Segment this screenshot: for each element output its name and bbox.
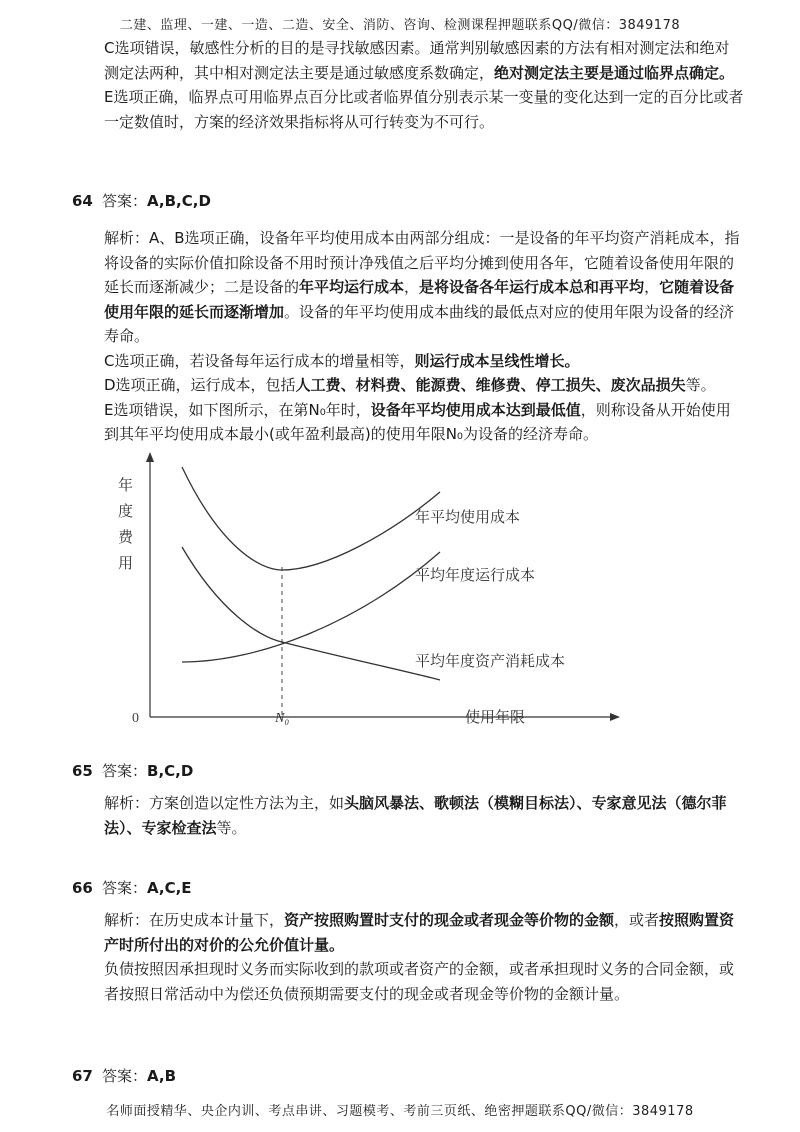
analysis-e: E选项错误，如下图所示，在第N₀年时，设备年平均使用成本达到最低值，则称设备从开始使用到其年平均使用成本最小(或年盈利最高)的使用年限N₀为设备的经济寿命。: [104, 400, 731, 443]
y-axis-arrow: [146, 452, 154, 462]
question-number: 67: [72, 1067, 93, 1085]
answer-value: B,C,D: [147, 762, 194, 780]
analysis-ab: 解析：A、B选项正确，设备年平均使用成本由两部分组成：一是设备的年平均资产消耗成本，指将设备的实际价值扣除设备不用时预计净残值之后平均分摊到使用各年，它随着设备使用年限的延长而逐渐减少；二是设备的年平均运行成本，是将设备各年运行成本总和再平均，它随着设备使用年限的延长而逐渐增加。设备的年平均使用成本曲线的最低点对应的使用年限为设备的经济寿命。: [104, 229, 740, 345]
top-section: [104, 36, 744, 134]
legend-capital-cost: 平均年度资产消耗成本: [415, 654, 566, 670]
analysis-d: D选项正确，运行成本，包括人工费、材料费、能源费、维修费、停工损失、废次品损失等。: [104, 376, 716, 394]
question-number: 65: [72, 762, 93, 780]
legend-annual-total-cost: 年平均使用成本: [415, 510, 521, 526]
n0-label: N₀: [275, 711, 290, 726]
series-line-annual-total-cost: [182, 467, 440, 570]
question-number: 64: [72, 192, 93, 210]
y-axis-label: 年度费用: [118, 478, 134, 572]
option-e-explanation: E选项正确，临界点可用临界点百分比或者临界值分别表示某一变量的变化达到一定的百分比或者一定数值时，方案的经济效果指标将从可行转变为不可行。: [104, 88, 744, 131]
answer-value: A,B,C,D: [147, 192, 211, 210]
question-65-header: [72, 760, 193, 781]
series-line-running-cost: [182, 552, 440, 662]
question-64-analysis: [104, 226, 744, 447]
question-67-header: [72, 1065, 176, 1086]
cost-curve-chart: [110, 452, 630, 742]
answer-value: A,B: [147, 1067, 177, 1085]
answer-label: 答案：: [102, 762, 148, 780]
answer-label: 答案：: [102, 192, 148, 210]
answer-value: A,C,E: [147, 879, 192, 897]
x-axis-label: 使用年限: [465, 710, 526, 726]
question-64-header: [72, 190, 211, 211]
legend-running-cost: 平均年度运行成本: [415, 568, 536, 584]
answer-label: 答案：: [102, 1067, 148, 1085]
x-axis-arrow: [610, 713, 620, 721]
option-c-explanation: C选项错误，敏感性分析的目的是寻找敏感因素。通常判别敏感因素的方法有相对测定法和绝对测定法两种，其中相对测定法主要是通过敏感度系数确定，绝对测定法主要是通过临界点确定。: [104, 39, 735, 82]
question-65-analysis: 解析：方案创造以定性方法为主，如头脑风暴法、歌顿法（模糊目标法）、专家意见法（德尔菲法）、专家检查法等。: [104, 794, 727, 837]
page-header: 二建、监理、一建、一造、二造、安全、消防、咨询、检测课程押题联系QQ/微信：3849178: [119, 18, 681, 33]
question-66-analysis: 解析：在历史成本计量下，资产按照购置时支付的现金或者现金等价物的金额，或者按照购置资产时所付出的对价的公允价值计量。 负债按照因承担现时义务而实际收到的款项或者资产的金额，或者承担现时义务的合同金额，或者按照日常活动中为偿还负债预期需要支付的现金或者现金等价物的金额计量。: [104, 911, 735, 1003]
analysis-c: C选项正确，若设备每年运行成本的增量相等，则运行成本呈线性增长。: [104, 351, 580, 370]
origin-label: 0: [132, 711, 139, 726]
question-66-header: [72, 877, 192, 898]
question-number: 66: [72, 879, 93, 897]
series-line-capital-cost: [182, 547, 440, 680]
page-footer: 名师面授精华、央企内训、考点串讲、习题模考、考前三页纸、绝密押题联系QQ/微信：3849178: [106, 1104, 694, 1119]
answer-label: 答案：: [102, 879, 148, 897]
